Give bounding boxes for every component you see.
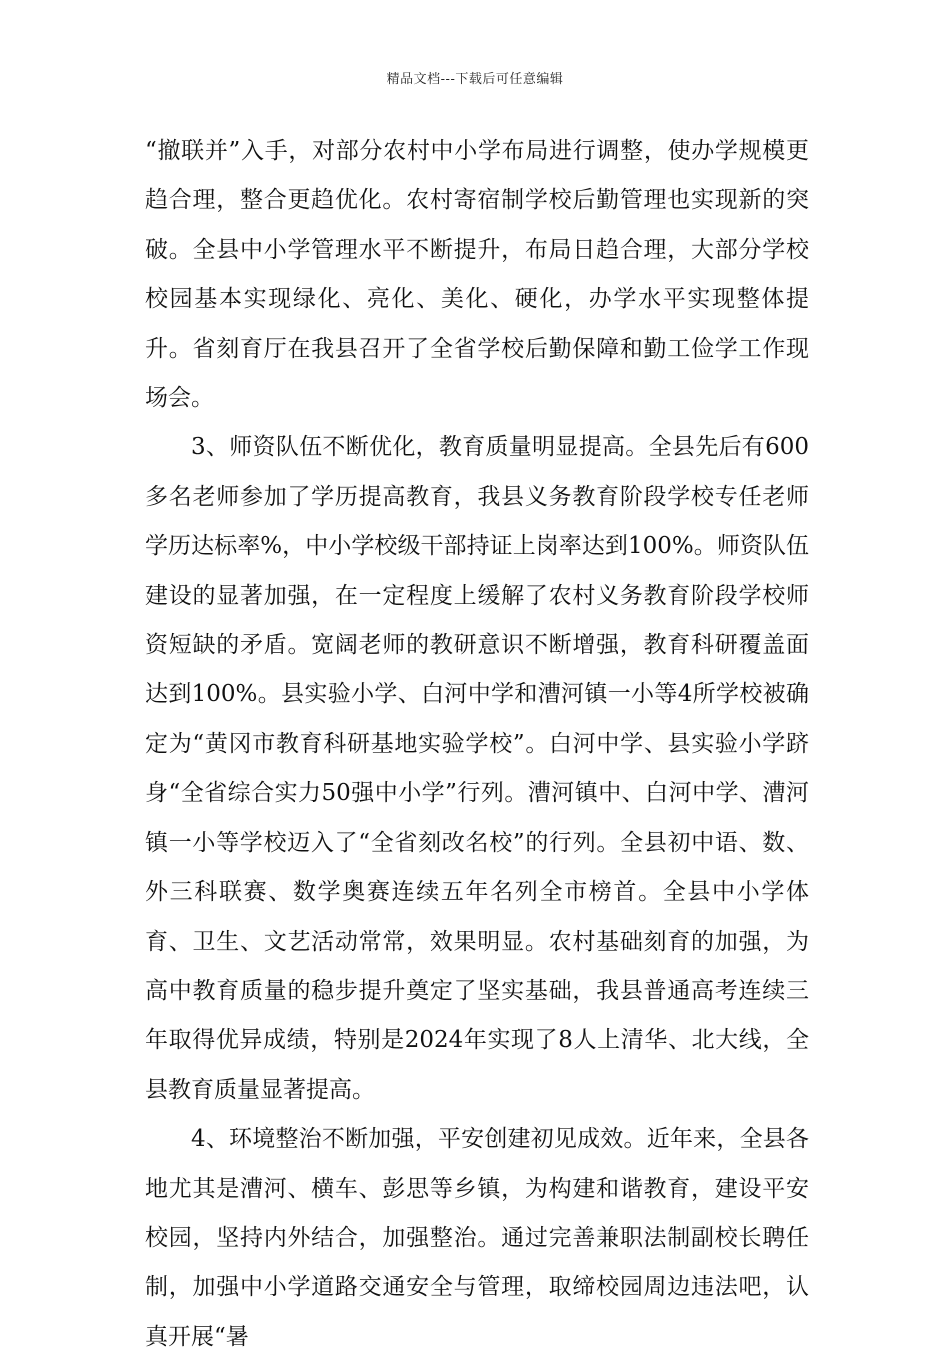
page-header: 精品文档---下载后可任意编辑 [386,72,564,87]
paragraph-teachers: 3、师资队伍不断优化，教育质量明显提高。全县先后有600多名老师参加了学历提高教育，我县义务教育阶段学校专任老师学历达标率%，中小学校级干部持证上岗率达到100%。师资队伍建设的显著加强，在一定程度上缓解了农村义务教育阶段学校师资短缺的矛盾。宽阔老师的教研意识不断增强，教育科研覆盖面达到100%。县实验小学、白河中学和漕河镇一小等4所学校被确定为“黄冈市教育科研基地实验学校”。白河中学、县实验小学跻身“全省综合实力50强中小学”行列。漕河镇中、白河中学、漕河镇一小等学校迈入了“全省刻改名校”的行列。全县初中语、数、外三科联赛、数学奥赛连续五年名列全市榜首。全县中小学体育、卫生、文艺活动常常，效果明显。农村基础刻育的加强，为高中教育质量的稳步提升奠定了坚实基础，我县普通高考连续三年取得优异成绩，特别是2024年实现了8人上清华、北大线，全县教育质量显著提高。 [145,434,809,1103]
paragraph-continued: “撤联并”入手，对部分农村中小学布局进行调整，使办学规模更趋合理，整合更趋优化。农村寄宿制学校后勤管理也实现新的突破。全县中小学管理水平不断提升，布局日趋合理，大部分学校校园基本实现绿化、亮化、美化、硬化，办学水平实现整体提升。省刻育厅在我县召开了全省学校后勤保障和勤工俭学工作现场会。 [145,138,809,412]
document-body [145,127,809,1362]
paragraph-environment: 4、环境整治不断加强，平安创建初见成效。近年来，全县各地尤其是漕河、横车、彭思等乡镇，为构建和谐教育，建设平安校园，坚持内外结合，加强整治。通过完善兼职法制副校长聘任制，加强中小学道路交通安全与管理，取缔校园周边违法吧，认真开展“暑 [145,1126,809,1350]
